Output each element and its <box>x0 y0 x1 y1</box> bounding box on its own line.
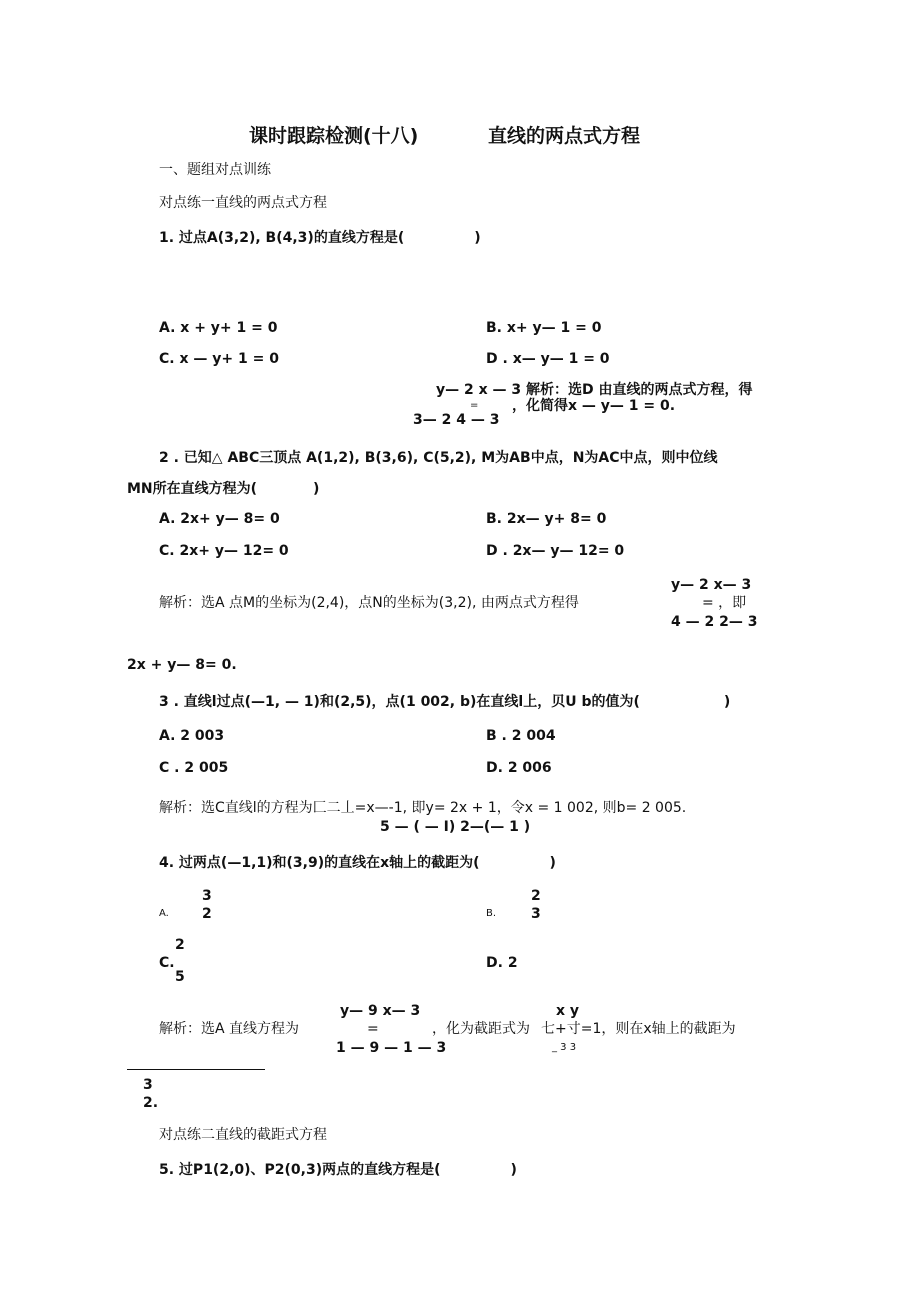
q2-solution: 解析：选A 点M的坐标为(2,4)，点N的坐标为(3,2), 由两点式方程得 <box>159 595 579 611</box>
q1-solution-top: y— 2 x — 3 解析：选D 由直线的两点式方程，得 <box>436 382 753 398</box>
q4-option-c-label: C. <box>159 955 175 971</box>
q1-solution-equals: = <box>470 400 479 411</box>
q2-result: 2x + y— 8= 0. <box>127 657 237 673</box>
q3-option-a: A. 2 003 <box>159 728 225 744</box>
q4-option-a-denominator: 2 <box>202 906 212 922</box>
q4-option-a-numerator: 3 <box>202 888 212 904</box>
q3-option-b: B . 2 004 <box>486 728 556 744</box>
q3-option-d: D. 2 006 <box>486 760 552 776</box>
q3-option-c: C . 2 005 <box>159 760 229 776</box>
q4-solution-mid2: 七+寸=1，则在x轴上的截距为 <box>541 1021 736 1037</box>
q2-stem-line2: MN所在直线方程为( ) <box>127 481 320 497</box>
q4-option-b-label: B. <box>486 908 497 919</box>
q4-solution-equals: = <box>367 1021 379 1037</box>
q1-option-d: D . x— y— 1 = 0 <box>486 351 610 367</box>
q1-solution-bottom: 3— 2 4 — 3 <box>413 412 500 428</box>
q4-answer-numerator: 3 <box>143 1077 153 1093</box>
q4-solution-mid: ，化为截距式为 <box>432 1021 530 1037</box>
q4-solution-bottom: 1 — 9 — 1 — 3 <box>336 1040 447 1056</box>
q1-option-b: B. x+ y— 1 = 0 <box>486 320 602 336</box>
q2-option-d: D . 2x— y— 12= 0 <box>486 543 625 559</box>
q3-stem: 3 . 直线l过点(—1, — 1)和(2,5)，点(1 002, b)在直线l上，贝U b的值为( ) <box>159 694 731 710</box>
q4-solution-top-intercept: x y <box>556 1003 580 1019</box>
q5-stem: 5. 过P1(2,0)、P2(0,3)两点的直线方程是( ) <box>159 1162 517 1178</box>
q1-option-c: C. x — y+ 1 = 0 <box>159 351 279 367</box>
section-heading: 一、题组对点训练 <box>159 162 271 178</box>
q4-solution-top: y— 9 x— 3 <box>340 1003 421 1019</box>
q2-fraction-bottom: 4 — 2 2— 3 <box>671 614 758 630</box>
q4-option-c-denominator: 5 <box>175 969 185 985</box>
q2-stem-line1: 2 . 已知△ ABC三顶点 A(1,2), B(3,6), C(5,2), M为AB中点，N为AC中点，则中位线 <box>159 450 718 466</box>
q2-option-b: B. 2x— y+ 8= 0 <box>486 511 607 527</box>
q1-solution-mid: ，化简得x — y— 1 = 0. <box>512 398 676 414</box>
q3-solution: 解析：选C直线l的方程为匚二丄=x—-1, 即y= 2x + 1，令x = 1 002, 则b= 2 005. <box>159 800 687 816</box>
q1-option-a: A. x + y+ 1 = 0 <box>159 320 278 336</box>
q4-option-d: D. 2 <box>486 955 518 971</box>
q4-option-b-numerator: 2 <box>531 888 541 904</box>
q2-fraction-top: y— 2 x— 3 <box>671 577 752 593</box>
drill-heading-1: 对点练一直线的两点式方程 <box>159 195 327 211</box>
q2-fraction-equals: = ，即 <box>702 595 747 611</box>
page-title-right: 直线的两点式方程 <box>488 125 641 147</box>
q4-option-a-label: A. <box>159 908 169 919</box>
q4-stem: 4. 过两点(—1,1)和(3,9)的直线在x轴上的截距为( ) <box>159 855 556 871</box>
q2-option-c: C. 2x+ y— 12= 0 <box>159 543 289 559</box>
drill-heading-2: 对点练二直线的截距式方程 <box>159 1127 327 1143</box>
footnote-divider <box>127 1069 265 1070</box>
q4-option-c-numerator: 2 <box>175 937 185 953</box>
q1-stem: 1. 过点A(3,2), B(4,3)的直线方程是( ) <box>159 230 481 246</box>
q4-option-b-denominator: 3 <box>531 906 541 922</box>
q2-option-a: A. 2x+ y— 8= 0 <box>159 511 280 527</box>
q3-solution-bottom: 5 — ( — I) 2—(— 1 ) <box>380 819 531 835</box>
q4-answer-denominator: 2. <box>143 1095 159 1111</box>
q4-solution: 解析：选A 直线方程为 <box>159 1021 300 1037</box>
page-title-left: 课时跟踪检测(十八) <box>249 125 419 147</box>
q4-solution-bottom-intercept: _ 3 3 <box>552 1042 577 1053</box>
